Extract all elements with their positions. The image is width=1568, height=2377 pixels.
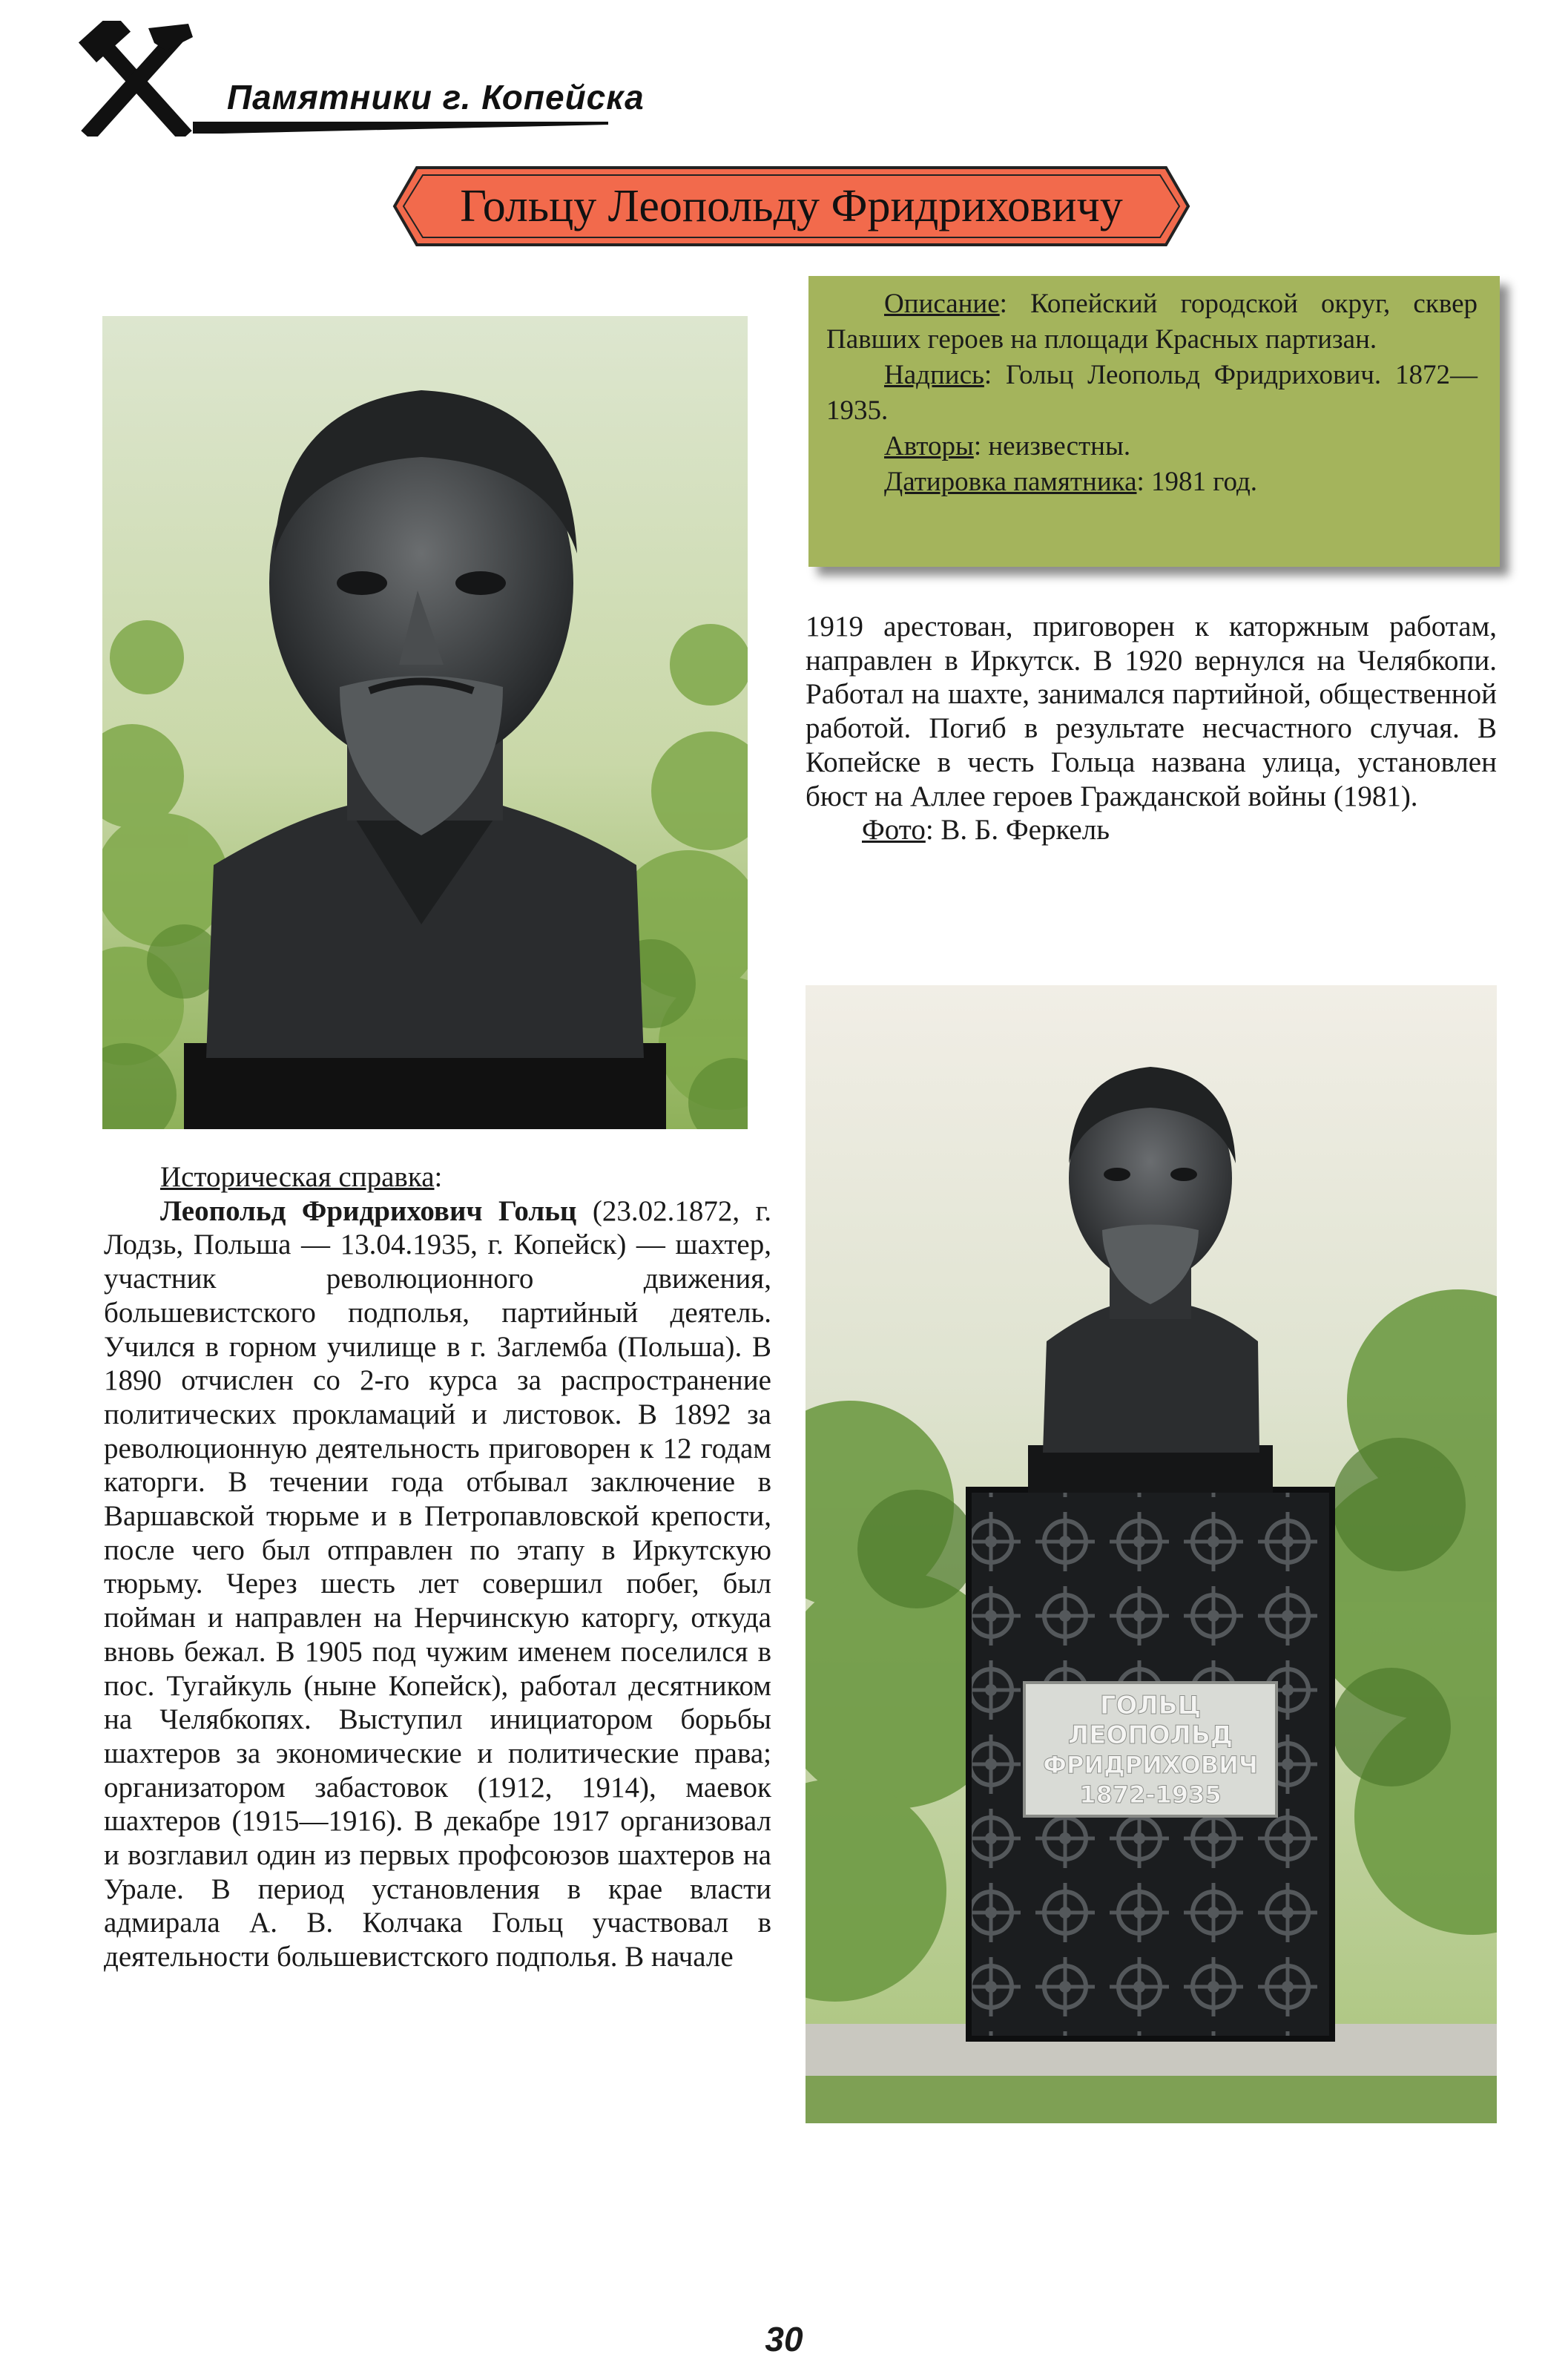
- historical-heading-line: [104, 1160, 771, 1194]
- description-text: : Копейский городской округ, сквер Павших героев на площади Красных партизан.: [826, 289, 1478, 355]
- header-rule: [193, 119, 608, 135]
- description-box: [808, 276, 1500, 567]
- historical-body: [104, 1194, 771, 1974]
- monument-full-photo: [806, 985, 1497, 2123]
- description-label: Описание: [884, 289, 1000, 319]
- page-title: Гольцу Леопольду Фридриховичу: [460, 180, 1123, 231]
- running-head: Памятники г. Копейска: [227, 78, 645, 116]
- photo-credit-text: : В. Б. Феркель: [925, 814, 1110, 846]
- crossed-hammer-pick-icon: [77, 21, 196, 137]
- authors-text: : неизвестны.: [973, 431, 1131, 461]
- description-line: [826, 286, 1478, 358]
- authors-label: Авторы: [884, 431, 974, 461]
- page-number: 30: [765, 2320, 803, 2358]
- authors-line: [826, 429, 1478, 464]
- historical-body-text: (23.02.1872, г. Лодзь, Польша — 13.04.1935, г. Копейск) — шахтер, участник революционного движения, большевистского подполья, партийный деятель. Учился в горном училище в г. Заглемба (Польша). В 1890 отчислен со 2-го курса за распространение политических прокламаций и листовок. В 1892 за революционную деятельность приговорен к 12 годам каторги. В течении года отбывал заключение в Варшавской тюрьме и в Петропавловской крепости, после чего был отправлен по этапу в Иркутскую тюрьму. Через шесть лет совершил побег, был пойман и направлен на Нерчинскую каторгу, откуда вновь бежал. В 1905 под чужим именем поселился в пос. Тугайкуль (ныне Копейск), работал десятником на Челябкопях. Выступил инициатором борьбы шахтеров за экономические и политические права; организатором забастовок (1912, 1914), маевок шахтеров (1915—1916). В декабре 1917 организовал и возглавил один из первых профсоюзов шахтеров на Урале. В период установления в крае власти адмирала А. В. Колчака Гольц участвовал в деятельности большевистского подполья. В начале: [104, 1194, 771, 1973]
- plaque-line-3: ФРИДРИХОВИЧ: [1043, 1751, 1258, 1779]
- historical-heading: Историческая справка: [160, 1161, 435, 1193]
- plaque-line-4: 1872-1935: [1079, 1781, 1222, 1809]
- subject-name: Леопольд Фридрихович Гольц: [160, 1194, 577, 1227]
- plaque-line-2: ЛЕОПОЛЬД: [1067, 1720, 1233, 1750]
- plaque-line-1: ГОЛЬЦ: [1099, 1691, 1202, 1720]
- inscription-line: [826, 358, 1478, 429]
- photo-credit-label: Фото: [862, 814, 926, 846]
- historical-heading-colon: :: [434, 1161, 443, 1193]
- bust-closeup-photo: [102, 316, 748, 1129]
- inscription-text: : Гольц Леопольд Фридрихович. 1872—1935.: [826, 360, 1478, 426]
- photo-credit-line: [806, 813, 1497, 847]
- dating-text: : 1981 год.: [1136, 467, 1258, 497]
- dating-line: [826, 464, 1478, 500]
- continuation-paragraph: 1919 арестован, приговорен к каторжным работам, направлен в Иркутск. В 1920 вернулся на Челябкопи. Работал на шахте, занимался партийной, общественной работой. Погиб в результате несчастного случая. В Копейске в честь Гольца названа улица, установлен бюст на Аллее героев Гражданской войны (1981).: [806, 611, 1497, 812]
- continuation-text: [806, 610, 1497, 847]
- dating-label: Датировка памятника: [884, 467, 1137, 497]
- historical-note: [104, 1160, 771, 1974]
- inscription-label: Надпись: [884, 360, 984, 390]
